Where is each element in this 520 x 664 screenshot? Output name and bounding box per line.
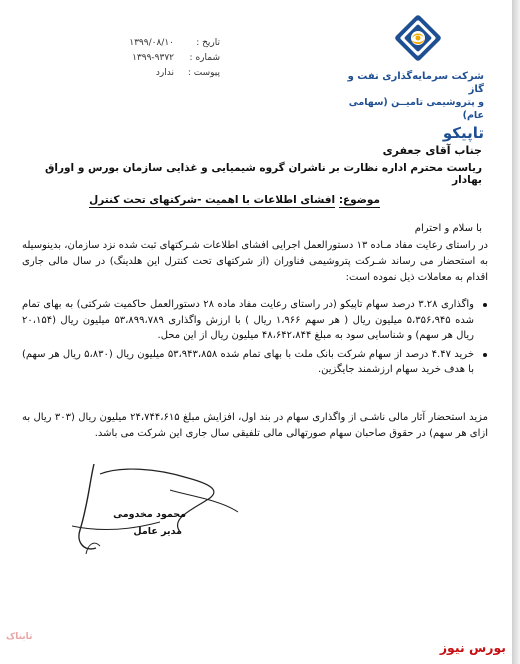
body-bullet-list [22, 297, 488, 381]
meta-date-label: تاریخ : [196, 38, 220, 48]
company-logo-icon [392, 12, 444, 64]
meta-number-label: شماره : [189, 53, 220, 63]
subject-label: موضوع: [338, 194, 380, 206]
company-name-line2: و پتروشیمی تامیــن (سهامی عام) [348, 97, 484, 121]
company-name-line1: شرکت سرمایه‌گذاری نفت و گاز [347, 71, 484, 95]
letter-meta [70, 36, 220, 81]
list-item [22, 297, 488, 344]
bullet-dot-icon [483, 303, 487, 307]
bullet-text: خرید ۴.۴۷ درصد از سهام شرکت بانک ملت با بهای تمام شده ۵۳،۹۴۳،۸۵۸ میلیون ریال (۵،۸۳۰ ریال هر سهم) با هدف خرید سهام ارزشمند جایگزین. [22, 348, 474, 375]
meta-attachment-row [70, 66, 220, 81]
meta-date-value: ۱۳۹۹/۰۸/۱۰ [129, 38, 174, 48]
list-item [22, 347, 488, 378]
page-shadow-edge [512, 0, 520, 664]
company-name-block [332, 70, 484, 143]
meta-number-value: ۱۳۹۹-۹۳۷۲ [132, 53, 174, 63]
subject-text: افشای اطلاعات با اهمیت -شرکتهای تحت کنترل [89, 194, 336, 206]
body-paragraph-1: در راستای رعایت مفاد مـاده ۱۳ دستورالعمل اجرایی افشای اطلاعات شـرکتهای ثبت شده نزد سازمان، بدینوسیله به استحضار می رساند شـرکت پتروشیمی فناوران (از شرکتهای تحت کنترل این هلدینگ) در سال مالی جاری اقدام به معاملات ذیل نموده است: [22, 240, 488, 283]
signatory-name: محمود مخدومی [113, 509, 186, 520]
greeting: با سلام و احترام [414, 223, 482, 234]
addressee-name: جناب آقای جعفری [382, 144, 482, 157]
bullet-text: واگذاری ۳.۲۸ درصد سهام تاپیکو (در راستای رعایت مفاد ماده ۲۸ دستورالعمل حاکمیت شرکتی) به بهای تمام شده ۵،۳۵۶،۹۴۵ میلیون ریال ( هر سهم ۱،۹۶۶ ریال ) با ارزش واگذاری ۵۳،۸۹۹،۷۸۹ میلیون ریال (۲۰،۱۵۴ ریال هر سهم) و شناسایی سود به مبلغ ۴۸،۶۴۲،۸۴۴ میلیون ریال از این محل. [22, 299, 475, 341]
bullet-dot-icon [483, 353, 487, 357]
meta-attachment-value: ندارد [155, 68, 174, 78]
letter-subject [80, 194, 380, 206]
signatory-title: مدیر عامل [133, 526, 182, 537]
meta-number-row [70, 51, 220, 66]
meta-date-row [70, 36, 220, 51]
watermark-logo: تابناک [6, 632, 33, 642]
footer-source-brand: بورس نیوز [439, 640, 506, 655]
company-brand: تاپیکو [442, 124, 484, 142]
meta-attachment-label: پیوست : [187, 68, 220, 78]
addressee-office: ریاست محترم اداره نظارت بر ناشران گروه شیمیایی و غذایی سازمان بورس و اوراق بهادار [45, 162, 482, 186]
body-paragraph-2: مزید استحضار آثار مالی ناشـی از واگذاری سهام در بند اول، افزایش مبلغ ۲۴،۷۴۴،۶۱۵ میلیون ریال (۳۰۳ ریال به ازای هر سهم) در حقوق صاحبان سهام صورتهالی مالی تلفیقی سال جاری این شرکت می باشد. [22, 412, 488, 439]
